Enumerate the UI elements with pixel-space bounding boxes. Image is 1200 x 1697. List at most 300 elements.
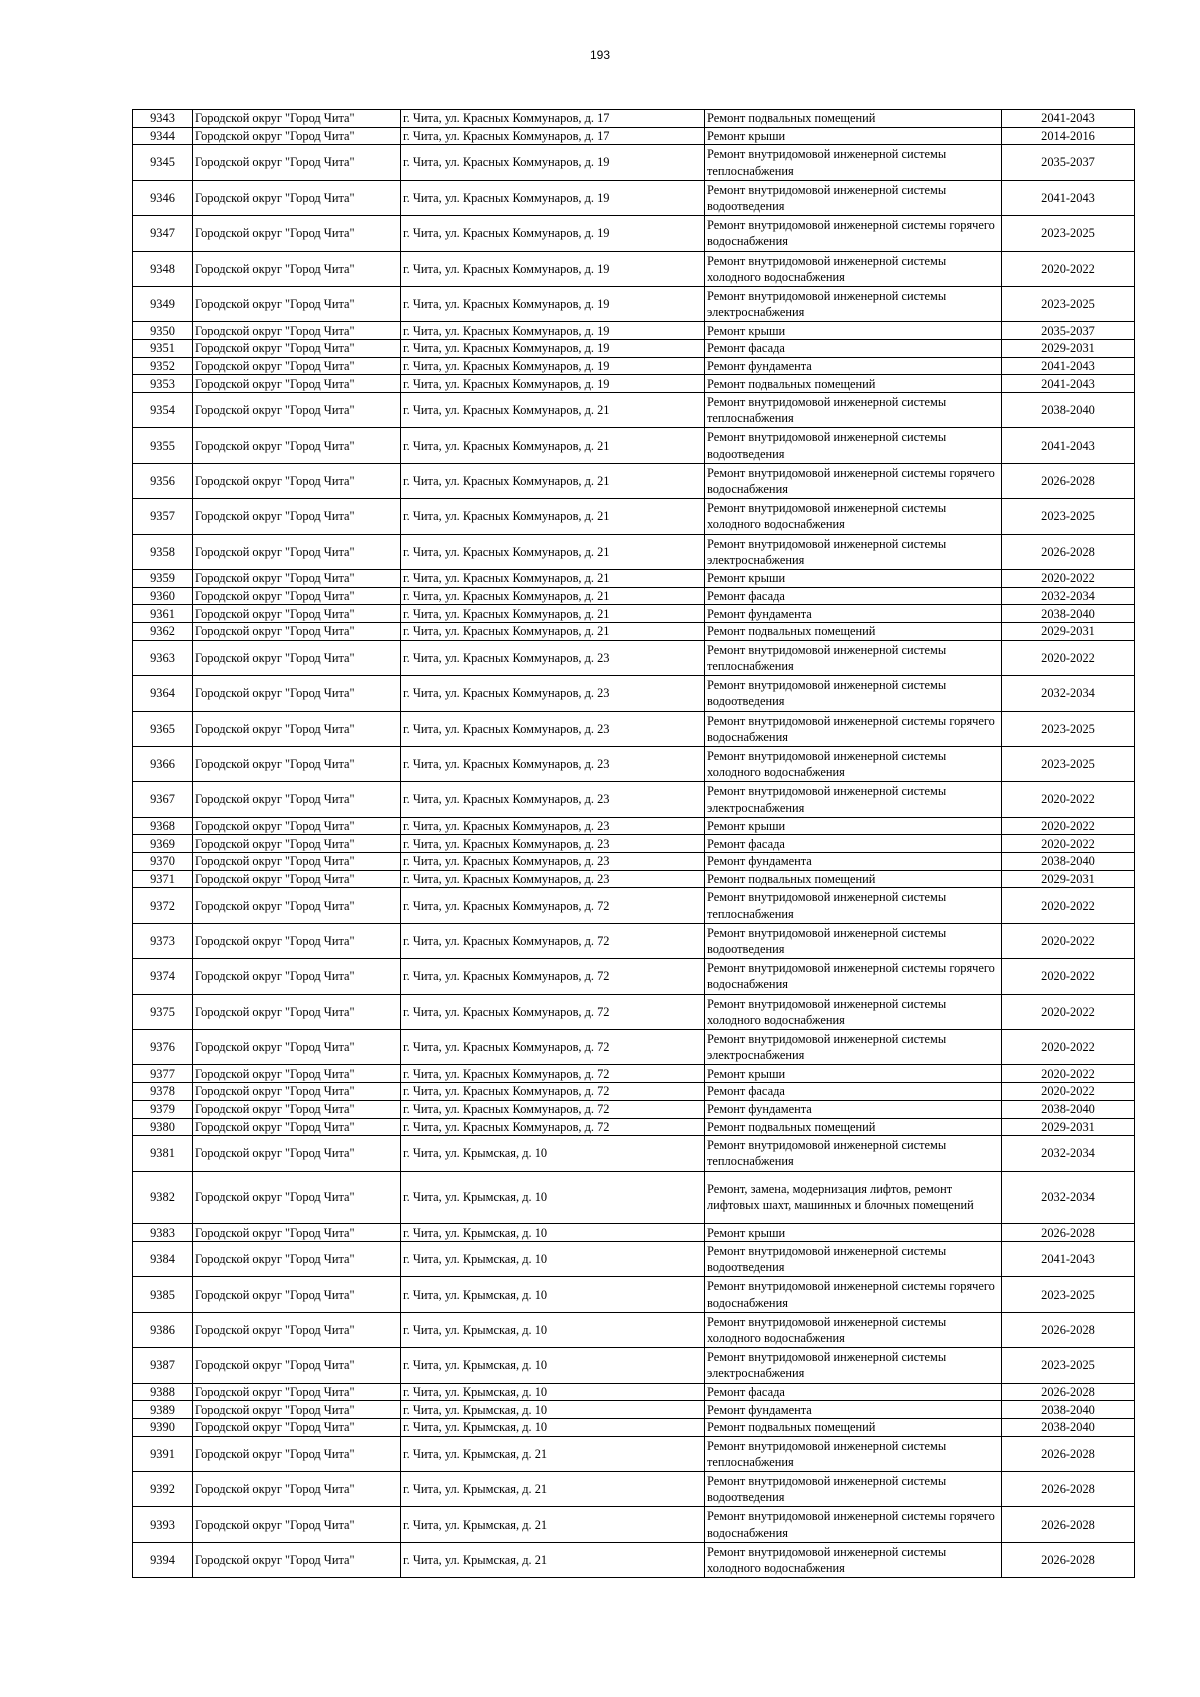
work-type-cell: Ремонт внутридомовой инженерной системы теплоснабжения bbox=[705, 640, 1002, 675]
municipality-cell: Городской округ "Город Чита" bbox=[193, 605, 401, 623]
municipality-cell: Городской округ "Город Чита" bbox=[193, 499, 401, 534]
work-type-cell: Ремонт крыши bbox=[705, 817, 1002, 835]
period-cell: 2032-2034 bbox=[1002, 587, 1135, 605]
work-type-cell: Ремонт внутридомовой инженерной системы водоотведения bbox=[705, 676, 1002, 711]
address-cell: г. Чита, ул. Крымская, д. 10 bbox=[401, 1242, 705, 1277]
address-cell: г. Чита, ул. Красных Коммунаров, д. 23 bbox=[401, 711, 705, 746]
period-cell: 2038-2040 bbox=[1002, 393, 1135, 428]
address-cell: г. Чита, ул. Крымская, д. 10 bbox=[401, 1171, 705, 1224]
municipality-cell: Городской округ "Город Чита" bbox=[193, 994, 401, 1029]
period-cell: 2020-2022 bbox=[1002, 1030, 1135, 1065]
municipality-cell: Городской округ "Город Чита" bbox=[193, 1507, 401, 1542]
table-row bbox=[133, 1065, 1135, 1083]
table-row bbox=[133, 145, 1135, 180]
table-row bbox=[133, 676, 1135, 711]
address-cell: г. Чита, ул. Красных Коммунаров, д. 19 bbox=[401, 145, 705, 180]
table-row bbox=[133, 870, 1135, 888]
address-cell: г. Чита, ул. Красных Коммунаров, д. 23 bbox=[401, 853, 705, 871]
period-cell: 2038-2040 bbox=[1002, 1419, 1135, 1437]
work-type-cell: Ремонт внутридомовой инженерной системы холодного водоснабжения bbox=[705, 746, 1002, 781]
work-type-cell: Ремонт подвальных помещений bbox=[705, 870, 1002, 888]
municipality-cell: Городской округ "Город Чита" bbox=[193, 1419, 401, 1437]
row-number-cell: 9353 bbox=[133, 375, 193, 393]
period-cell: 2041-2043 bbox=[1002, 110, 1135, 128]
work-type-cell: Ремонт внутридомовой инженерной системы водоотведения bbox=[705, 1472, 1002, 1507]
row-number-cell: 9368 bbox=[133, 817, 193, 835]
work-type-cell: Ремонт внутридомовой инженерной системы теплоснабжения bbox=[705, 888, 1002, 923]
address-cell: г. Чита, ул. Красных Коммунаров, д. 21 bbox=[401, 605, 705, 623]
work-type-cell: Ремонт фасада bbox=[705, 1083, 1002, 1101]
work-type-cell: Ремонт внутридомовой инженерной системы водоотведения bbox=[705, 428, 1002, 463]
municipality-cell: Городской округ "Город Чита" bbox=[193, 1401, 401, 1419]
table-row bbox=[133, 570, 1135, 588]
municipality-cell: Городской округ "Город Чита" bbox=[193, 110, 401, 128]
table-row bbox=[133, 428, 1135, 463]
period-cell: 2026-2028 bbox=[1002, 463, 1135, 498]
row-number-cell: 9344 bbox=[133, 127, 193, 145]
period-cell: 2026-2028 bbox=[1002, 1472, 1135, 1507]
period-cell: 2029-2031 bbox=[1002, 623, 1135, 641]
table-row bbox=[133, 534, 1135, 569]
period-cell: 2020-2022 bbox=[1002, 888, 1135, 923]
row-number-cell: 9394 bbox=[133, 1542, 193, 1577]
row-number-cell: 9343 bbox=[133, 110, 193, 128]
address-cell: г. Чита, ул. Красных Коммунаров, д. 17 bbox=[401, 110, 705, 128]
address-cell: г. Чита, ул. Крымская, д. 10 bbox=[401, 1224, 705, 1242]
table-row bbox=[133, 1224, 1135, 1242]
table-row bbox=[133, 817, 1135, 835]
row-number-cell: 9379 bbox=[133, 1100, 193, 1118]
period-cell: 2026-2028 bbox=[1002, 1436, 1135, 1471]
row-number-cell: 9392 bbox=[133, 1472, 193, 1507]
municipality-cell: Городской округ "Город Чита" bbox=[193, 782, 401, 817]
period-cell: 2020-2022 bbox=[1002, 640, 1135, 675]
period-cell: 2014-2016 bbox=[1002, 127, 1135, 145]
period-cell: 2026-2028 bbox=[1002, 534, 1135, 569]
address-cell: г. Чита, ул. Крымская, д. 10 bbox=[401, 1348, 705, 1383]
table-row bbox=[133, 322, 1135, 340]
work-type-cell: Ремонт внутридомовой инженерной системы электроснабжения bbox=[705, 782, 1002, 817]
row-number-cell: 9348 bbox=[133, 251, 193, 286]
row-number-cell: 9385 bbox=[133, 1277, 193, 1312]
municipality-cell: Городской округ "Город Чита" bbox=[193, 1171, 401, 1224]
address-cell: г. Чита, ул. Красных Коммунаров, д. 72 bbox=[401, 959, 705, 994]
table-row bbox=[133, 1118, 1135, 1136]
period-cell: 2026-2028 bbox=[1002, 1224, 1135, 1242]
row-number-cell: 9357 bbox=[133, 499, 193, 534]
row-number-cell: 9370 bbox=[133, 853, 193, 871]
municipality-cell: Городской округ "Город Чита" bbox=[193, 923, 401, 958]
work-type-cell: Ремонт, замена, модернизация лифтов, ремонт лифтовых шахт, машинных и блочных помещений bbox=[705, 1171, 1002, 1224]
period-cell: 2026-2028 bbox=[1002, 1507, 1135, 1542]
row-number-cell: 9380 bbox=[133, 1118, 193, 1136]
table-row bbox=[133, 1507, 1135, 1542]
municipality-cell: Городской округ "Город Чита" bbox=[193, 817, 401, 835]
address-cell: г. Чита, ул. Красных Коммунаров, д. 72 bbox=[401, 1100, 705, 1118]
table-row bbox=[133, 499, 1135, 534]
row-number-cell: 9346 bbox=[133, 180, 193, 215]
period-cell: 2020-2022 bbox=[1002, 1083, 1135, 1101]
work-type-cell: Ремонт фундамента bbox=[705, 357, 1002, 375]
municipality-cell: Городской округ "Город Чита" bbox=[193, 463, 401, 498]
address-cell: г. Чита, ул. Крымская, д. 21 bbox=[401, 1472, 705, 1507]
work-type-cell: Ремонт крыши bbox=[705, 322, 1002, 340]
period-cell: 2020-2022 bbox=[1002, 817, 1135, 835]
municipality-cell: Городской округ "Город Чита" bbox=[193, 393, 401, 428]
address-cell: г. Чита, ул. Красных Коммунаров, д. 21 bbox=[401, 393, 705, 428]
table-row bbox=[133, 1401, 1135, 1419]
municipality-cell: Городской округ "Город Чита" bbox=[193, 870, 401, 888]
row-number-cell: 9377 bbox=[133, 1065, 193, 1083]
address-cell: г. Чита, ул. Красных Коммунаров, д. 72 bbox=[401, 888, 705, 923]
work-type-cell: Ремонт крыши bbox=[705, 1224, 1002, 1242]
table-row bbox=[133, 1136, 1135, 1171]
period-cell: 2023-2025 bbox=[1002, 216, 1135, 251]
address-cell: г. Чита, ул. Крымская, д. 21 bbox=[401, 1436, 705, 1471]
address-cell: г. Чита, ул. Крымская, д. 10 bbox=[401, 1383, 705, 1401]
municipality-cell: Городской округ "Город Чита" bbox=[193, 216, 401, 251]
municipality-cell: Городской округ "Город Чита" bbox=[193, 1118, 401, 1136]
row-number-cell: 9389 bbox=[133, 1401, 193, 1419]
table-row bbox=[133, 1312, 1135, 1347]
municipality-cell: Городской округ "Город Чита" bbox=[193, 853, 401, 871]
table-row bbox=[133, 110, 1135, 128]
work-type-cell: Ремонт внутридомовой инженерной системы водоотведения bbox=[705, 180, 1002, 215]
row-number-cell: 9388 bbox=[133, 1383, 193, 1401]
municipality-cell: Городской округ "Город Чита" bbox=[193, 534, 401, 569]
work-type-cell: Ремонт подвальных помещений bbox=[705, 1419, 1002, 1437]
period-cell: 2026-2028 bbox=[1002, 1312, 1135, 1347]
municipality-cell: Городской округ "Город Чита" bbox=[193, 711, 401, 746]
work-type-cell: Ремонт внутридомовой инженерной системы водоотведения bbox=[705, 923, 1002, 958]
address-cell: г. Чита, ул. Красных Коммунаров, д. 23 bbox=[401, 676, 705, 711]
municipality-cell: Городской округ "Город Чита" bbox=[193, 357, 401, 375]
municipality-cell: Городской округ "Город Чита" bbox=[193, 127, 401, 145]
work-type-cell: Ремонт фасада bbox=[705, 835, 1002, 853]
period-cell: 2023-2025 bbox=[1002, 1348, 1135, 1383]
table-row bbox=[133, 1083, 1135, 1101]
table-row bbox=[133, 835, 1135, 853]
work-type-cell: Ремонт внутридомовой инженерной системы горячего водоснабжения bbox=[705, 1507, 1002, 1542]
row-number-cell: 9356 bbox=[133, 463, 193, 498]
row-number-cell: 9355 bbox=[133, 428, 193, 463]
address-cell: г. Чита, ул. Красных Коммунаров, д. 21 bbox=[401, 534, 705, 569]
work-type-cell: Ремонт внутридомовой инженерной системы теплоснабжения bbox=[705, 145, 1002, 180]
address-cell: г. Чита, ул. Красных Коммунаров, д. 17 bbox=[401, 127, 705, 145]
table-row bbox=[133, 1171, 1135, 1224]
row-number-cell: 9363 bbox=[133, 640, 193, 675]
period-cell: 2035-2037 bbox=[1002, 145, 1135, 180]
municipality-cell: Городской округ "Город Чита" bbox=[193, 1136, 401, 1171]
row-number-cell: 9362 bbox=[133, 623, 193, 641]
row-number-cell: 9349 bbox=[133, 286, 193, 321]
address-cell: г. Чита, ул. Крымская, д. 10 bbox=[401, 1277, 705, 1312]
municipality-cell: Городской округ "Город Чита" bbox=[193, 1224, 401, 1242]
address-cell: г. Чита, ул. Красных Коммунаров, д. 21 bbox=[401, 570, 705, 588]
period-cell: 2023-2025 bbox=[1002, 1277, 1135, 1312]
municipality-cell: Городской округ "Город Чита" bbox=[193, 1065, 401, 1083]
row-number-cell: 9372 bbox=[133, 888, 193, 923]
work-type-cell: Ремонт внутридомовой инженерной системы горячего водоснабжения bbox=[705, 1277, 1002, 1312]
row-number-cell: 9376 bbox=[133, 1030, 193, 1065]
period-cell: 2020-2022 bbox=[1002, 959, 1135, 994]
period-cell: 2038-2040 bbox=[1002, 853, 1135, 871]
address-cell: г. Чита, ул. Красных Коммунаров, д. 23 bbox=[401, 817, 705, 835]
work-type-cell: Ремонт внутридомовой инженерной системы горячего водоснабжения bbox=[705, 216, 1002, 251]
work-type-cell: Ремонт внутридомовой инженерной системы горячего водоснабжения bbox=[705, 463, 1002, 498]
repair-schedule-table bbox=[132, 109, 1135, 1578]
table-row bbox=[133, 251, 1135, 286]
period-cell: 2023-2025 bbox=[1002, 746, 1135, 781]
work-type-cell: Ремонт внутридомовой инженерной системы электроснабжения bbox=[705, 1348, 1002, 1383]
municipality-cell: Городской округ "Город Чита" bbox=[193, 428, 401, 463]
period-cell: 2038-2040 bbox=[1002, 605, 1135, 623]
row-number-cell: 9378 bbox=[133, 1083, 193, 1101]
page-number: 193 bbox=[589, 48, 611, 62]
period-cell: 2029-2031 bbox=[1002, 340, 1135, 358]
row-number-cell: 9374 bbox=[133, 959, 193, 994]
table-row bbox=[133, 623, 1135, 641]
table-row bbox=[133, 959, 1135, 994]
period-cell: 2020-2022 bbox=[1002, 251, 1135, 286]
period-cell: 2023-2025 bbox=[1002, 711, 1135, 746]
work-type-cell: Ремонт внутридомовой инженерной системы горячего водоснабжения bbox=[705, 959, 1002, 994]
table-row bbox=[133, 994, 1135, 1029]
table-row bbox=[133, 782, 1135, 817]
table-row bbox=[133, 605, 1135, 623]
row-number-cell: 9354 bbox=[133, 393, 193, 428]
period-cell: 2032-2034 bbox=[1002, 1171, 1135, 1224]
municipality-cell: Городской округ "Город Чита" bbox=[193, 1083, 401, 1101]
period-cell: 2035-2037 bbox=[1002, 322, 1135, 340]
table-row bbox=[133, 853, 1135, 871]
row-number-cell: 9381 bbox=[133, 1136, 193, 1171]
municipality-cell: Городской округ "Город Чита" bbox=[193, 375, 401, 393]
row-number-cell: 9347 bbox=[133, 216, 193, 251]
row-number-cell: 9345 bbox=[133, 145, 193, 180]
address-cell: г. Чита, ул. Красных Коммунаров, д. 23 bbox=[401, 835, 705, 853]
period-cell: 2023-2025 bbox=[1002, 286, 1135, 321]
table-row bbox=[133, 587, 1135, 605]
row-number-cell: 9387 bbox=[133, 1348, 193, 1383]
address-cell: г. Чита, ул. Крымская, д. 10 bbox=[401, 1419, 705, 1437]
table-row bbox=[133, 1542, 1135, 1577]
work-type-cell: Ремонт внутридомовой инженерной системы водоотведения bbox=[705, 1242, 1002, 1277]
municipality-cell: Городской округ "Город Чита" bbox=[193, 1348, 401, 1383]
municipality-cell: Городской округ "Город Чита" bbox=[193, 1436, 401, 1471]
address-cell: г. Чита, ул. Крымская, д. 21 bbox=[401, 1542, 705, 1577]
period-cell: 2038-2040 bbox=[1002, 1100, 1135, 1118]
work-type-cell: Ремонт фундамента bbox=[705, 1100, 1002, 1118]
period-cell: 2041-2043 bbox=[1002, 1242, 1135, 1277]
municipality-cell: Городской округ "Город Чита" bbox=[193, 340, 401, 358]
table-row bbox=[133, 923, 1135, 958]
row-number-cell: 9366 bbox=[133, 746, 193, 781]
table-row bbox=[133, 375, 1135, 393]
municipality-cell: Городской округ "Город Чита" bbox=[193, 676, 401, 711]
period-cell: 2029-2031 bbox=[1002, 1118, 1135, 1136]
row-number-cell: 9361 bbox=[133, 605, 193, 623]
row-number-cell: 9375 bbox=[133, 994, 193, 1029]
municipality-cell: Городской округ "Город Чита" bbox=[193, 1277, 401, 1312]
period-cell: 2020-2022 bbox=[1002, 570, 1135, 588]
work-type-cell: Ремонт фасада bbox=[705, 1383, 1002, 1401]
period-cell: 2026-2028 bbox=[1002, 1542, 1135, 1577]
period-cell: 2041-2043 bbox=[1002, 428, 1135, 463]
municipality-cell: Городской округ "Город Чита" bbox=[193, 1100, 401, 1118]
table-row bbox=[133, 357, 1135, 375]
table-row bbox=[133, 127, 1135, 145]
table-row bbox=[133, 286, 1135, 321]
work-type-cell: Ремонт внутридомовой инженерной системы теплоснабжения bbox=[705, 1136, 1002, 1171]
table-row bbox=[133, 1383, 1135, 1401]
address-cell: г. Чита, ул. Крымская, д. 21 bbox=[401, 1507, 705, 1542]
address-cell: г. Чита, ул. Красных Коммунаров, д. 72 bbox=[401, 1118, 705, 1136]
work-type-cell: Ремонт внутридомовой инженерной системы холодного водоснабжения bbox=[705, 499, 1002, 534]
address-cell: г. Чита, ул. Красных Коммунаров, д. 19 bbox=[401, 286, 705, 321]
table-row bbox=[133, 393, 1135, 428]
row-number-cell: 9373 bbox=[133, 923, 193, 958]
work-type-cell: Ремонт крыши bbox=[705, 570, 1002, 588]
work-type-cell: Ремонт фасада bbox=[705, 587, 1002, 605]
table-row bbox=[133, 746, 1135, 781]
work-type-cell: Ремонт внутридомовой инженерной системы теплоснабжения bbox=[705, 1436, 1002, 1471]
municipality-cell: Городской округ "Город Чита" bbox=[193, 251, 401, 286]
row-number-cell: 9358 bbox=[133, 534, 193, 569]
address-cell: г. Чита, ул. Крымская, д. 10 bbox=[401, 1401, 705, 1419]
row-number-cell: 9352 bbox=[133, 357, 193, 375]
work-type-cell: Ремонт внутридомовой инженерной системы холодного водоснабжения bbox=[705, 994, 1002, 1029]
municipality-cell: Городской округ "Город Чита" bbox=[193, 1030, 401, 1065]
period-cell: 2041-2043 bbox=[1002, 357, 1135, 375]
address-cell: г. Чита, ул. Красных Коммунаров, д. 19 bbox=[401, 180, 705, 215]
address-cell: г. Чита, ул. Красных Коммунаров, д. 21 bbox=[401, 623, 705, 641]
period-cell: 2032-2034 bbox=[1002, 676, 1135, 711]
period-cell: 2020-2022 bbox=[1002, 994, 1135, 1029]
municipality-cell: Городской округ "Город Чита" bbox=[193, 1472, 401, 1507]
table-row bbox=[133, 1348, 1135, 1383]
work-type-cell: Ремонт внутридомовой инженерной системы холодного водоснабжения bbox=[705, 251, 1002, 286]
period-cell: 2020-2022 bbox=[1002, 835, 1135, 853]
address-cell: г. Чита, ул. Красных Коммунаров, д. 72 bbox=[401, 994, 705, 1029]
table-row bbox=[133, 888, 1135, 923]
row-number-cell: 9383 bbox=[133, 1224, 193, 1242]
work-type-cell: Ремонт подвальных помещений bbox=[705, 623, 1002, 641]
municipality-cell: Городской округ "Город Чита" bbox=[193, 145, 401, 180]
row-number-cell: 9365 bbox=[133, 711, 193, 746]
municipality-cell: Городской округ "Город Чита" bbox=[193, 623, 401, 641]
table-row bbox=[133, 1436, 1135, 1471]
municipality-cell: Городской округ "Город Чита" bbox=[193, 180, 401, 215]
table-row bbox=[133, 180, 1135, 215]
row-number-cell: 9391 bbox=[133, 1436, 193, 1471]
work-type-cell: Ремонт подвальных помещений bbox=[705, 110, 1002, 128]
address-cell: г. Чита, ул. Красных Коммунаров, д. 72 bbox=[401, 1065, 705, 1083]
address-cell: г. Чита, ул. Красных Коммунаров, д. 21 bbox=[401, 428, 705, 463]
period-cell: 2029-2031 bbox=[1002, 870, 1135, 888]
row-number-cell: 9384 bbox=[133, 1242, 193, 1277]
period-cell: 2020-2022 bbox=[1002, 923, 1135, 958]
address-cell: г. Чита, ул. Красных Коммунаров, д. 72 bbox=[401, 923, 705, 958]
work-type-cell: Ремонт подвальных помещений bbox=[705, 1118, 1002, 1136]
municipality-cell: Городской округ "Город Чита" bbox=[193, 640, 401, 675]
address-cell: г. Чита, ул. Красных Коммунаров, д. 72 bbox=[401, 1083, 705, 1101]
row-number-cell: 9393 bbox=[133, 1507, 193, 1542]
address-cell: г. Чита, ул. Красных Коммунаров, д. 19 bbox=[401, 357, 705, 375]
row-number-cell: 9359 bbox=[133, 570, 193, 588]
work-type-cell: Ремонт внутридомовой инженерной системы электроснабжения bbox=[705, 534, 1002, 569]
row-number-cell: 9369 bbox=[133, 835, 193, 853]
municipality-cell: Городской округ "Город Чита" bbox=[193, 1312, 401, 1347]
municipality-cell: Городской округ "Город Чита" bbox=[193, 959, 401, 994]
address-cell: г. Чита, ул. Крымская, д. 10 bbox=[401, 1136, 705, 1171]
table-row bbox=[133, 463, 1135, 498]
municipality-cell: Городской округ "Город Чита" bbox=[193, 1383, 401, 1401]
period-cell: 2038-2040 bbox=[1002, 1401, 1135, 1419]
municipality-cell: Городской округ "Город Чита" bbox=[193, 286, 401, 321]
address-cell: г. Чита, ул. Красных Коммунаров, д. 19 bbox=[401, 251, 705, 286]
municipality-cell: Городской округ "Город Чита" bbox=[193, 587, 401, 605]
work-type-cell: Ремонт внутридомовой инженерной системы холодного водоснабжения bbox=[705, 1312, 1002, 1347]
table-body bbox=[133, 110, 1135, 1578]
table-row bbox=[133, 711, 1135, 746]
period-cell: 2032-2034 bbox=[1002, 1136, 1135, 1171]
work-type-cell: Ремонт внутридомовой инженерной системы электроснабжения bbox=[705, 286, 1002, 321]
work-type-cell: Ремонт внутридомовой инженерной системы холодного водоснабжения bbox=[705, 1542, 1002, 1577]
address-cell: г. Чита, ул. Красных Коммунаров, д. 19 bbox=[401, 340, 705, 358]
work-type-cell: Ремонт крыши bbox=[705, 127, 1002, 145]
table-row bbox=[133, 1472, 1135, 1507]
period-cell: 2041-2043 bbox=[1002, 180, 1135, 215]
period-cell: 2023-2025 bbox=[1002, 499, 1135, 534]
municipality-cell: Городской округ "Город Чита" bbox=[193, 1542, 401, 1577]
row-number-cell: 9367 bbox=[133, 782, 193, 817]
address-cell: г. Чита, ул. Красных Коммунаров, д. 23 bbox=[401, 870, 705, 888]
work-type-cell: Ремонт крыши bbox=[705, 1065, 1002, 1083]
period-cell: 2041-2043 bbox=[1002, 375, 1135, 393]
municipality-cell: Городской округ "Город Чита" bbox=[193, 888, 401, 923]
table-row bbox=[133, 340, 1135, 358]
municipality-cell: Городской округ "Город Чита" bbox=[193, 1242, 401, 1277]
table-row bbox=[133, 1419, 1135, 1437]
work-type-cell: Ремонт фасада bbox=[705, 340, 1002, 358]
address-cell: г. Чита, ул. Красных Коммунаров, д. 19 bbox=[401, 216, 705, 251]
row-number-cell: 9382 bbox=[133, 1171, 193, 1224]
work-type-cell: Ремонт внутридомовой инженерной системы электроснабжения bbox=[705, 1030, 1002, 1065]
row-number-cell: 9386 bbox=[133, 1312, 193, 1347]
row-number-cell: 9371 bbox=[133, 870, 193, 888]
municipality-cell: Городской округ "Город Чита" bbox=[193, 746, 401, 781]
table-row bbox=[133, 1277, 1135, 1312]
period-cell: 2020-2022 bbox=[1002, 782, 1135, 817]
address-cell: г. Чита, ул. Красных Коммунаров, д. 72 bbox=[401, 1030, 705, 1065]
table-row bbox=[133, 1100, 1135, 1118]
work-type-cell: Ремонт фундамента bbox=[705, 1401, 1002, 1419]
row-number-cell: 9390 bbox=[133, 1419, 193, 1437]
row-number-cell: 9350 bbox=[133, 322, 193, 340]
work-type-cell: Ремонт фундамента bbox=[705, 853, 1002, 871]
address-cell: г. Чита, ул. Красных Коммунаров, д. 19 bbox=[401, 375, 705, 393]
period-cell: 2020-2022 bbox=[1002, 1065, 1135, 1083]
municipality-cell: Городской округ "Город Чита" bbox=[193, 570, 401, 588]
row-number-cell: 9364 bbox=[133, 676, 193, 711]
address-cell: г. Чита, ул. Красных Коммунаров, д. 21 bbox=[401, 499, 705, 534]
row-number-cell: 9360 bbox=[133, 587, 193, 605]
address-cell: г. Чита, ул. Красных Коммунаров, д. 23 bbox=[401, 782, 705, 817]
address-cell: г. Чита, ул. Красных Коммунаров, д. 19 bbox=[401, 322, 705, 340]
address-cell: г. Чита, ул. Красных Коммунаров, д. 21 bbox=[401, 463, 705, 498]
address-cell: г. Чита, ул. Крымская, д. 10 bbox=[401, 1312, 705, 1347]
